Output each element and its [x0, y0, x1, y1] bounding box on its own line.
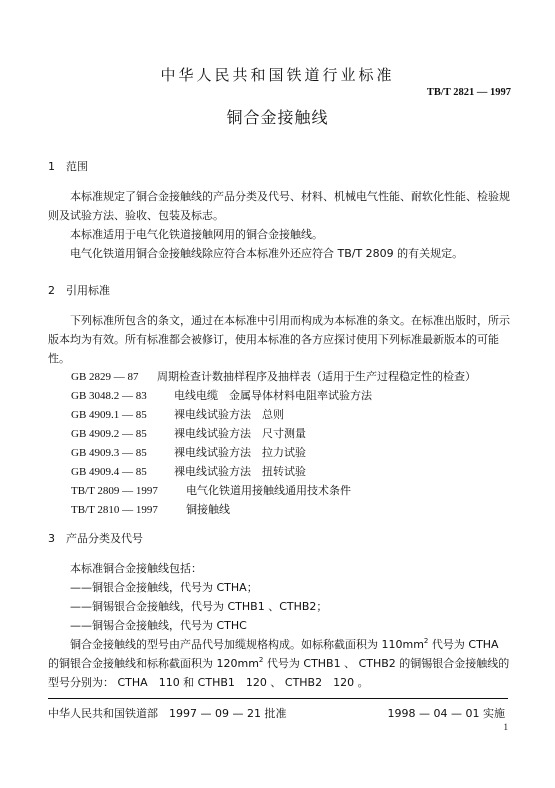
reference-title: 周期检查计数抽样程序及抽样表（适用于生产过程稳定性的检查） — [157, 370, 476, 383]
reference-row — [71, 387, 372, 403]
section-1-reference-line: 电气化铁道用铜合金接触线除应符合本标准外还应符合 TB/T 2809 的有关规定。 — [70, 247, 464, 260]
section-1-heading: 1 范围 — [48, 160, 88, 173]
reference-code: TB/T 2810 — 1997 — [71, 504, 158, 516]
reference-code: GB 4909.4 — 85 — [71, 466, 147, 478]
reference-title: 铜接触线 — [186, 503, 230, 516]
standard-org-title: 中华人民共和国铁道行业标准 — [160, 66, 395, 84]
reference-row — [71, 482, 351, 498]
model-paragraph-line-1 — [70, 636, 499, 652]
model-paragraph-line-2 — [48, 655, 509, 671]
section-2-heading: 2 引用标准 — [48, 284, 110, 297]
model-text: 铜合金接触线的型号由产品代号加缆规格构成。如标称截面积为 110mm — [70, 638, 424, 651]
model-paragraph-line-3: 型号分别为： CTHA 110 和 CTHB1 120 、 CTHB2 120 。 — [48, 676, 369, 689]
product-code-item: ——铜锡合金接触线，代号为 CTHC — [70, 619, 247, 632]
model-text: 代号为 CTHB1 、 CTHB2 的铜锡银合金接触线的 — [263, 657, 510, 670]
product-code-item: ——铜银合金接触线，代号为 CTHA； — [70, 581, 258, 594]
reference-title: 电线电缆 金属导体材料电阻率试验方法 — [174, 389, 372, 402]
reference-title: 裸电线试验方法 尺寸测量 — [174, 427, 306, 440]
reference-row — [71, 368, 476, 384]
reference-code: GB 2829 — 87 — [71, 371, 139, 383]
reference-title: 裸电线试验方法 拉力试验 — [174, 446, 306, 459]
approval-info: 中华人民共和国铁道部 1997 — 09 — 21 批准 — [48, 707, 287, 720]
model-text: 代号为 CTHA — [428, 638, 499, 651]
section-1-paragraph: 本标准规定了铜合金接触线的产品分类及代号、材料、机械电气性能、耐软化性能、检验规则及试验方法、验收、包装及标志。 — [48, 190, 510, 222]
reference-title: 裸电线试验方法 扭转试验 — [174, 465, 306, 478]
reference-title: 裸电线试验方法 总则 — [174, 408, 284, 421]
model-text: 的铜银合金接触线和标称截面积为 120mm — [48, 657, 259, 670]
reference-code: GB 4909.3 — 85 — [71, 447, 147, 459]
section-2-paragraph: 下列标准所包含的条文，通过在本标准中引用而构成为本标准的条文。在标准出版时，所示版本均为有效。所有标准都会被修订，使用本标准的各方应探讨使用下列标准最新版本的可能性。 — [48, 314, 510, 365]
reference-code: GB 3048.2 — 83 — [71, 390, 147, 402]
page-number: 1 — [503, 722, 508, 732]
footer-divider — [48, 698, 508, 699]
reference-row — [71, 425, 306, 441]
reference-code: GB 4909.1 — 85 — [71, 409, 147, 421]
reference-row — [71, 406, 284, 422]
section-3-heading: 3 产品分类及代号 — [48, 532, 143, 545]
section-1-scope-line: 本标准适用于电气化铁道接触网用的铜合金接触线。 — [70, 228, 323, 241]
reference-title: 电气化铁道用接触线通用技术条件 — [186, 484, 351, 497]
reference-code: GB 4909.2 — 85 — [71, 428, 147, 440]
section-3-intro: 本标准铜合金接触线包括： — [70, 562, 202, 575]
standard-code: TB/T 2821 — 1997 — [426, 87, 511, 98]
reference-row — [71, 463, 306, 479]
reference-code: TB/T 2809 — 1997 — [71, 485, 158, 497]
superscript: 2 — [258, 656, 264, 664]
superscript: 2 — [423, 637, 429, 645]
product-code-item: ——铜锡银合金接触线，代号为 CTHB1 、CTHB2； — [70, 600, 328, 613]
effective-date: 1998 — 04 — 01 实施 — [387, 707, 505, 720]
document-title: 铜合金接触线 — [226, 108, 329, 127]
reference-row — [71, 444, 306, 460]
reference-row — [71, 501, 230, 517]
